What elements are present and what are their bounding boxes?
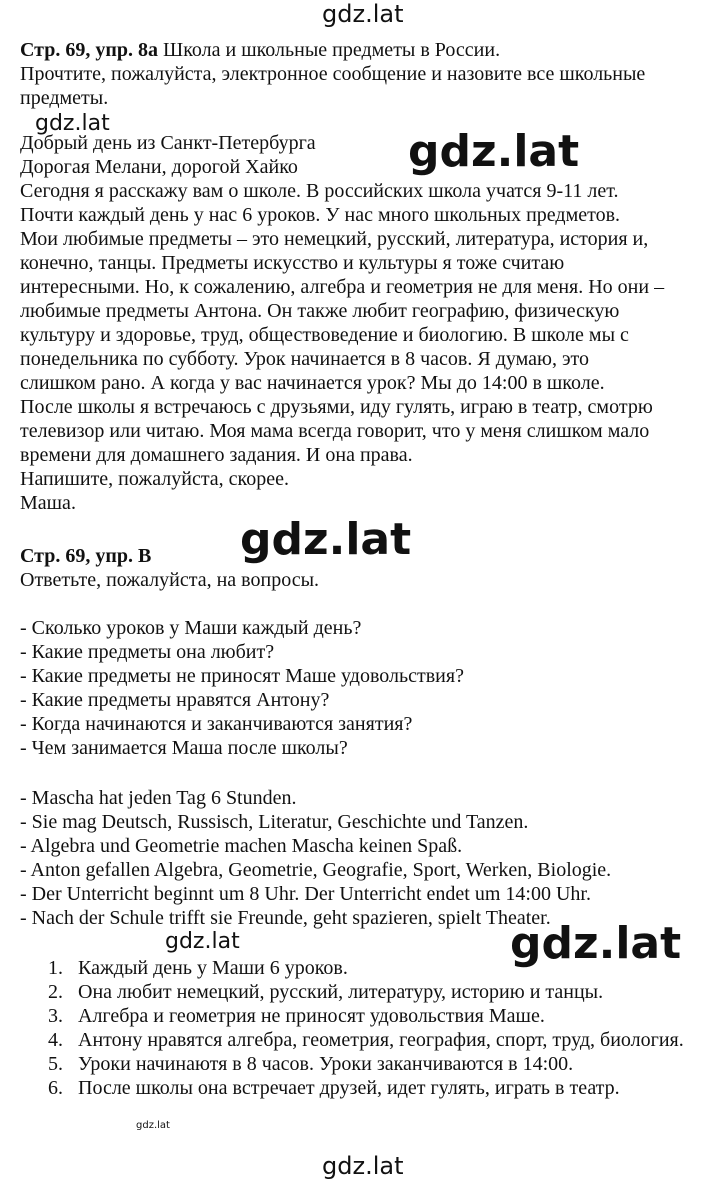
question-item: - Сколько уроков у Маши каждый день? <box>20 617 362 639</box>
letter-line: Сегодня я расскажу вам о школе. В российских школа учатся 9-11 лет. <box>20 180 619 202</box>
question-item: - Какие предметы нравятся Антону? <box>20 689 330 711</box>
letter-text <box>20 126 710 515</box>
answer-number: 1. <box>48 957 63 979</box>
answer-text: После школы она встречает друзей, идет гулять, играть в театр. <box>78 1077 620 1099</box>
russian-answer-item <box>48 1052 708 1076</box>
watermark-large: gdz.lat <box>408 126 580 177</box>
watermark-small: gdz.lat <box>165 929 240 954</box>
watermark-bottom: gdz.lat <box>322 1152 404 1180</box>
letter-line: конечно, танцы. Предметы искусство и культуры я тоже считаю <box>20 252 565 274</box>
answer-text: Каждый день у Маши 6 уроков. <box>78 957 348 979</box>
questions-list <box>20 616 710 760</box>
german-answer-item: - Mascha hat jeden Tag 6 Stunden. <box>20 787 297 809</box>
letter-line: Маша. <box>20 492 76 514</box>
task2-instruction: Ответьте, пожалуйста, на вопросы. <box>20 569 320 591</box>
question-item: - Когда начинаются и заканчиваются занятия? <box>20 713 413 735</box>
letter-line: культуру и здоровье, труд, обществоведение и биологию. В школе мы с <box>20 324 629 346</box>
russian-answers-list <box>48 956 708 1100</box>
letter-line: слишком рано. А когда у вас начинается урок? Мы до 14:00 в школе. <box>20 372 605 394</box>
answer-number: 6. <box>48 1077 63 1099</box>
task1-ref: Стр. 69, упр. 8а <box>20 39 159 61</box>
answer-text: Уроки начинаютя в 8 часов. Уроки заканчиваются в 14:00. <box>78 1053 574 1075</box>
answer-number: 3. <box>48 1005 63 1027</box>
letter-line: любимые предметы Антона. Он также любит географию, физическую <box>20 300 620 322</box>
letter-line: интересными. Но, к сожалению, алгебра и геометрия не для меня. Но они – <box>20 276 665 298</box>
task1-title: Школа и школьные предметы в России. <box>158 39 501 61</box>
letter-line: Почти каждый день у нас 6 уроков. У нас много школьных предметов. <box>20 204 621 226</box>
letter-line: понедельника по субботу. Урок начинается в 8 часов. Я думаю, это <box>20 348 590 370</box>
russian-answer-item <box>48 1076 708 1100</box>
question-item: - Чем занимается Маша после школы? <box>20 737 348 759</box>
german-answer-item: - Der Unterricht beginnt um 8 Uhr. Der Unterricht endet um 14:00 Uhr. <box>20 883 591 905</box>
question-item: - Какие предметы она любит? <box>20 641 275 663</box>
russian-answer-item <box>48 980 708 1004</box>
answer-text: Она любит немецкий, русский, литературу, историю и танцы. <box>78 981 604 1003</box>
watermark-tiny: gdz.lat <box>136 1120 170 1131</box>
german-answer-item: - Sie mag Deutsch, Russisch, Literatur, Geschichte und Tanzen. <box>20 811 529 833</box>
letter-line: Мои любимые предметы – это немецкий, русский, литература, история и, <box>20 228 649 250</box>
task1-instruction-line: Прочтите, пожалуйста, электронное сообщение и назовите все школьные <box>20 63 646 85</box>
german-answer-item: - Algebra und Geometrie machen Mascha keinen Spaß. <box>20 835 463 857</box>
question-item: - Какие предметы не приносят Маше удовольствия? <box>20 665 464 687</box>
letter-line: телевизор или читаю. Моя мама всегда говорит, что у меня слишком мало <box>20 420 650 442</box>
russian-answer-item <box>48 1028 708 1052</box>
answer-number: 5. <box>48 1053 63 1075</box>
russian-answer-item <box>48 1004 708 1028</box>
task1-instruction-line: предметы. <box>20 87 109 109</box>
german-answers-list <box>20 786 710 930</box>
watermark-small: gdz.lat <box>35 111 110 136</box>
answer-text: Алгебра и геометрия не приносят удовольствия Маше. <box>78 1005 545 1027</box>
watermark-large: gdz.lat <box>240 514 412 565</box>
letter-line: Дорогая Мелани, дорогой Хайко <box>20 156 298 178</box>
watermark-top: gdz.lat <box>322 0 404 28</box>
letter-line: После школы я встречаюсь с друзьями, иду гулять, играю в театр, смотрю <box>20 396 653 418</box>
watermark-large: gdz.lat <box>510 918 682 969</box>
answer-number: 2. <box>48 981 63 1003</box>
task2-ref: Стр. 69, упр. В <box>20 545 152 567</box>
task1-header <box>20 38 710 110</box>
letter-line: Напишите, пожалуйста, скорее. <box>20 468 290 490</box>
letter-line: Добрый день из Санкт-Петербурга <box>20 132 316 154</box>
answer-number: 4. <box>48 1029 63 1051</box>
answer-text: Антону нравятся алгебра, геометрия, география, спорт, труд, биология. <box>78 1029 684 1051</box>
letter-line: времени для домашнего задания. И она права. <box>20 444 413 466</box>
task1-heading <box>20 38 710 62</box>
german-answer-item: - Anton gefallen Algebra, Geometrie, Geografie, Sport, Werken, Biologie. <box>20 859 612 881</box>
german-answer-item: - Nach der Schule trifft sie Freunde, geht spazieren, spielt Theater. <box>20 907 551 929</box>
